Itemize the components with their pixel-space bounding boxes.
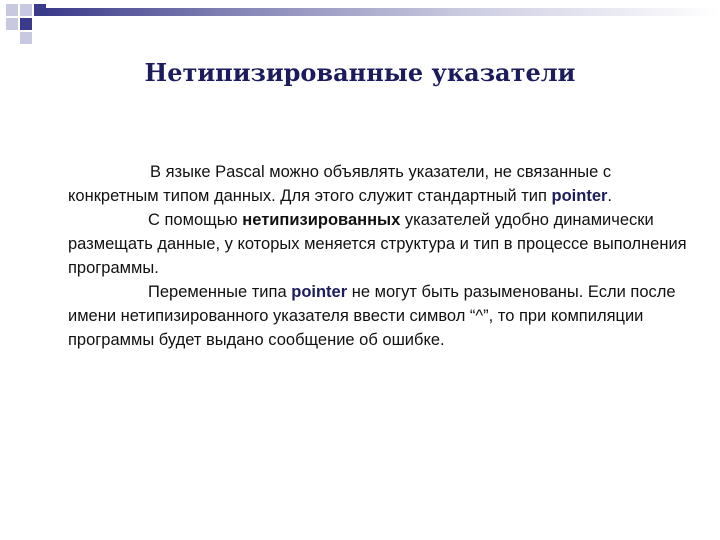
slide-body (68, 160, 702, 352)
paragraph-1-text-b: . (607, 187, 613, 205)
paragraph-2-text-b: указателей удобно динамически размещать данные, у которых меняется структура и тип в процессе выполнения программы. (68, 211, 687, 277)
paragraph-1-text-a: В языке Pascal можно объявлять указатели, не связанные с конкретным типом данных. Для этого служит стандартный тип (68, 163, 612, 205)
slide-title: Нетипизированные указатели (144, 58, 576, 87)
keyword-pointer-2: pointer (291, 283, 348, 301)
header-gradient-bar (44, 8, 720, 16)
keyword-pointer-1: pointer (551, 187, 608, 205)
paragraph-2-text-a: С помощью (148, 211, 243, 229)
paragraph-3-text-b: не могут быть разыменованы. Если после имени нетипизированного указателя ввести символ “^”, то при компиляции программы будет выдано сообщение об ошибке. (68, 283, 676, 349)
paragraph-3 (68, 280, 702, 352)
paragraph-3-text-a: Переменные типа (148, 283, 292, 301)
paragraph-1 (68, 160, 702, 208)
keyword-untyped: нетипизированных (242, 211, 401, 229)
paragraph-2 (68, 208, 702, 280)
